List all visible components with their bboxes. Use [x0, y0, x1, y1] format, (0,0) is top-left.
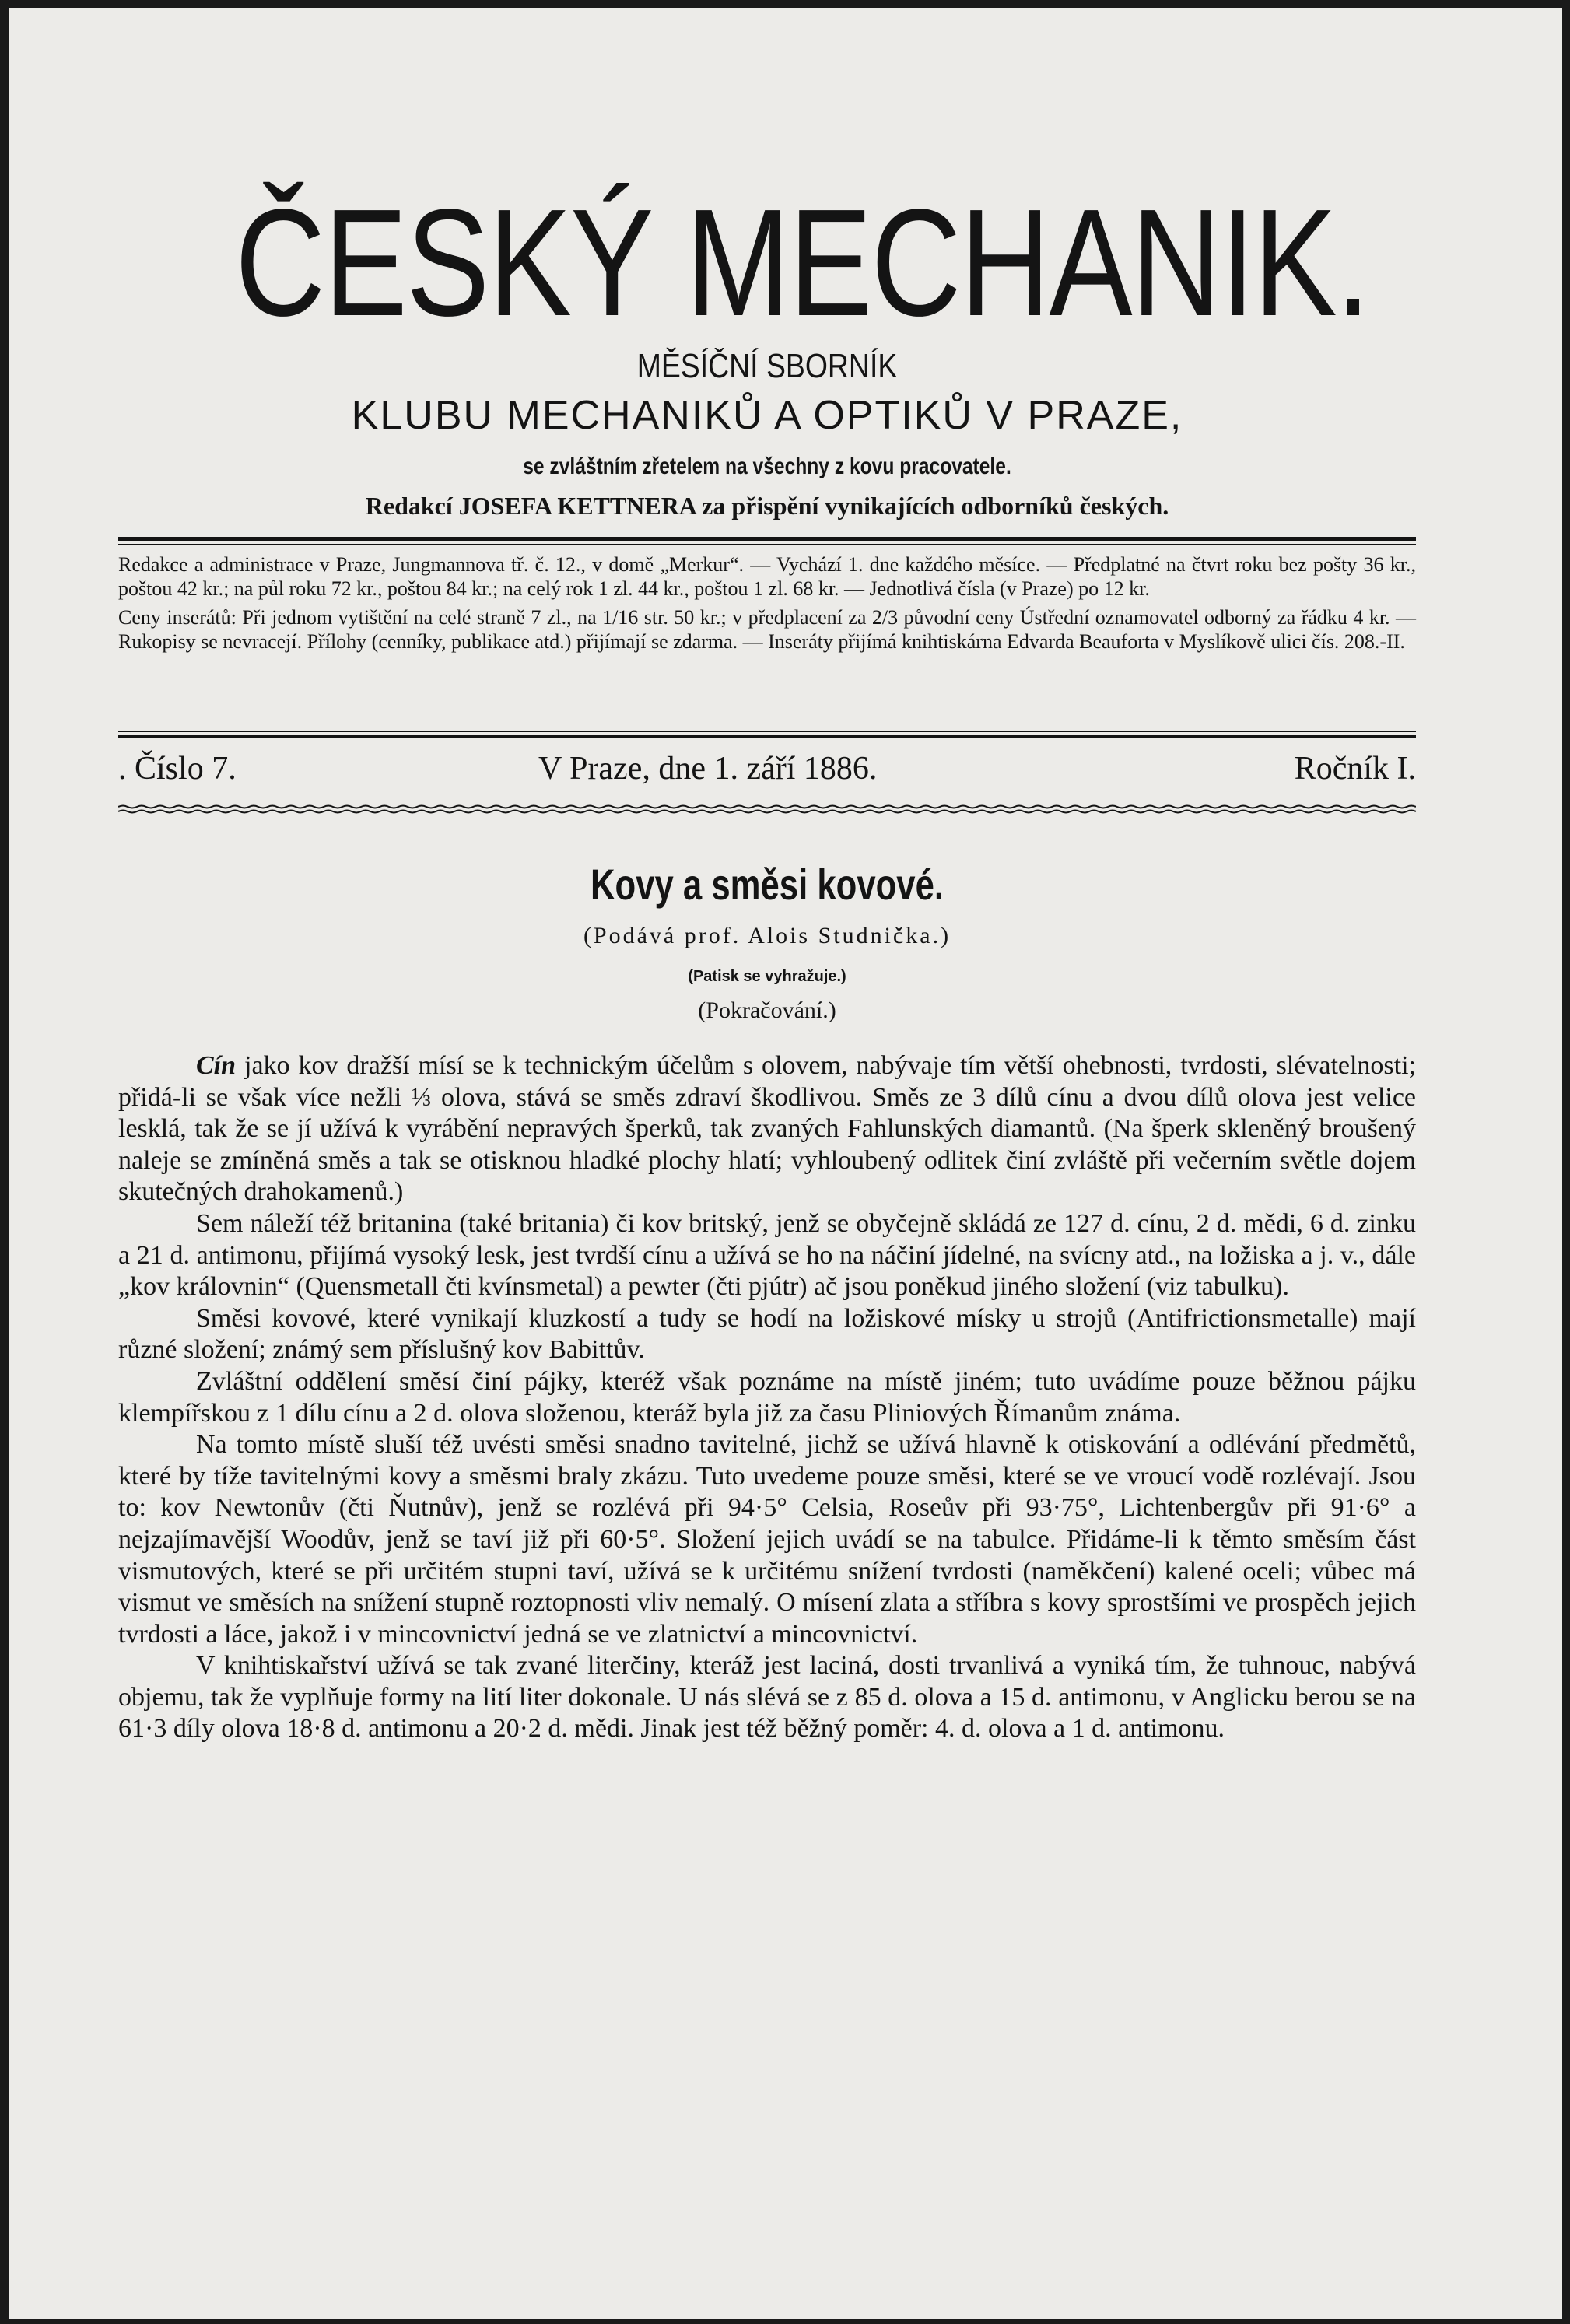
advert-paragraph: Ceny inserátů: Při jednom vytištění na celé straně 7 zl., na 1/16 str. 50 kr.; v předplacení za 2/3 původní ceny Ústřední oznamovatel odborný za řádku 4 kr. — Rukopisy se nevracejí. Přílohy (cenníky, publikace atd.) přijímají se zdarma. — Inseráty přijímá knihtiskárna Edvarda Beauforta v Myslíkově ulici čís. 208.-II. [118, 606, 1416, 653]
masthead-title: ČESKÝ MECHANIK. [235, 177, 1370, 348]
article-paragraph: V knihtiskařství užívá se tak zvané literčiny, kteráž jest laciná, dosti trvanlivá a vyniká tím, že tuhnouc, nabývá objemu, tak že vyplňuje formy na lití liter dokonale. U nás slévá se z 85 d. olova a 15 d. antimonu, v Anglicku berou se na 61·3 díly olova 18·8 d. antimonu a 20·2 d. mědi. Jinak jest též běžný poměr: 4. d. olova a 1 d. antimonu. [118, 1651, 1416, 1744]
issue-number: . Číslo 7. [118, 751, 237, 787]
masthead-rule-thick [118, 537, 1416, 541]
article-paragraph [118, 1050, 1416, 1208]
issue-place-date: V Praze, dne 1. září 1886. [538, 751, 878, 787]
issue-volume: Ročník I. [1294, 751, 1416, 787]
newspaper-page [9, 8, 1562, 2319]
info-rule-thick [118, 735, 1416, 738]
article-paragraph: Na tomto místě sluší též uvésti směsi snadno tavitelné, jichž se užívá hlavně k otiskování a odlévání předmětů, které by tíže tavitelnými kovy a směsmi braly zkázu. Tuto uvedeme pouze směsi, které se ve vroucí vodě rozlévají. Jsou to: kov Newtonův (čti Ňutnův), jenž se rozlévá při 94·5° Celsia, Roseův při 93·75°, Lichtenbergův při 91·6° a nejzajímavější Woodův, jenž se taví již při 60·5°. Složení jejich uvádí se na tabulce. Přidáme-li k těmto směsím část vismutových, které se při určitém stupni taví, užívá se k určitému snížení tvrdosti (naměkčení) kalené oceli; vůbec má vismut ve směsích na snížení stupně roztopnosti vliv nemalý. O mísení zlata a stříbra s kovy sprostšími ve prospěch jejich tvrdosti a láce, jakož i v mincovnictví jedná se ve zlatnictví a mincovnictví. [118, 1430, 1416, 1649]
article-continuation: (Pokračování.) [698, 997, 836, 1023]
article-author: (Podává prof. Alois Studnička.) [583, 923, 951, 948]
wavy-divider [118, 804, 1416, 815]
article-paragraph: Sem náleží též britanina (také britania) či kov britský, jenž se obyčejně skládá ze 127 d. cínu, 2 d. mědi, 6 d. zinku a 21 d. antimonu, přijímá vysoký lesk, jest tvrdší cínu a užívá se ho na náčiní jídelné, na svícny atd., na ložiska a j. v., dále „kov královnin“ (Quensmetall čti kvínsmetal) a pewter (čti pjútr) ač jsou poněkud jiného složení (viz tabulku). [118, 1208, 1416, 1302]
paragraph-text: jako kov dražší mísí se k technickým účelům s olovem, nabývaje tím větší ohebnosti, tvrdosti, slévatelnosti; přidá-li se však více nežli ⅓ olova, stává se směs zdraví škodlivou. Směs ze 3 dílů cínu a dvou dílů olova jest velice lesklá, tak že se jí užívá k vyrábění nepravých šperků, tak zvaných Fahlunských diamantů. (Na šperk skleněný broušený naleje se zmíněná směs a tak se otisknou hladké plochy hlatí; vyhloubený odlitek činí zvláště při večerním světle dojem skutečných drahokamenů.) [118, 1051, 1416, 1207]
masthead-subtitle-monthly: MĚSÍČNÍ SBORNÍK [636, 347, 898, 385]
article-paragraph: Směsi kovové, které vynikají kluzkostí a tudy se hodí na ložiskové mísky u strojů (Antifrictionsmetalle) mají různé složení; známý sem příslušný kov Babittův. [118, 1303, 1416, 1365]
subscription-info [118, 552, 1416, 658]
masthead-editor-line: Redakcí JOSEFA KETTNERA za přispění vynikajících odborníků českých. [365, 492, 1169, 520]
article-reprint-note: (Patisk se vyhražuje.) [688, 968, 846, 985]
article-title: Kovy a směsi kovové. [590, 860, 944, 909]
page-content [118, 8, 1416, 2319]
masthead-subtitle-focus: se zvláštním zřetelem na všechny z kovu pracovatele. [523, 454, 1011, 479]
paragraph-lead-word: Cín [196, 1051, 237, 1080]
masthead-rule-thin [118, 544, 1416, 545]
info-rule-thin [118, 731, 1416, 732]
subscription-paragraph: Redakce a administrace v Praze, Jungmannova tř. č. 12., v domě „Merkur“. — Vychází 1. dne každého měsíce. — Předplatné na čtvrt roku bez pošty 36 kr., poštou 42 kr.; na půl roku 72 kr., poštou 84 kr.; na celý rok 1 zl. 44 kr., poštou 1 zl. 68 kr. — Jednotlivá čísla (v Praze) po 12 kr. [118, 553, 1416, 600]
article-paragraph: Zvláštní oddělení směsí činí pájky, kteréž však poznáme na místě jiném; tuto uvádíme pouze běžnou pájku klempířskou z 1 dílu cínu a 2 d. olova složenou, kteráž byla již za času Pliniových Římanům známa. [118, 1366, 1416, 1428]
article-body [118, 1050, 1416, 1745]
masthead-subtitle-club: KLUBU MECHANIKŮ A OPTIKŮ V PRAZE, [351, 393, 1183, 438]
